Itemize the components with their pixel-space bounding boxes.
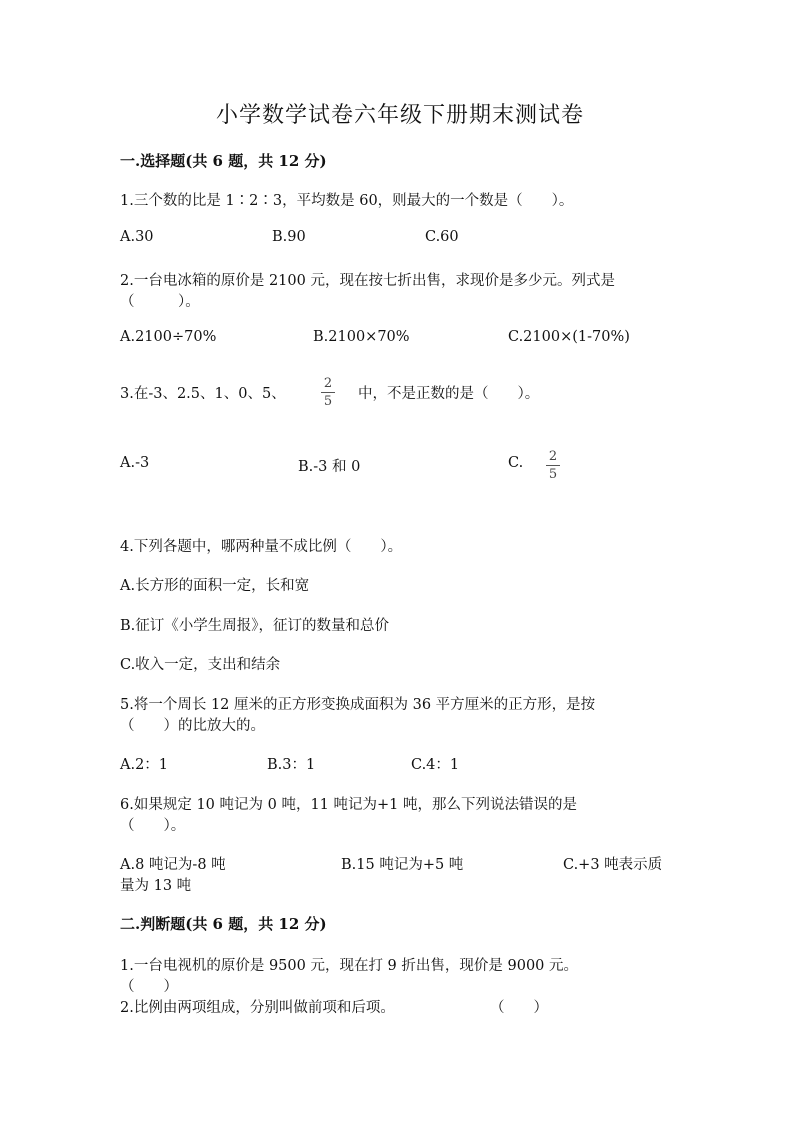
question-1-option-c: C.60 xyxy=(425,229,459,245)
question-3-option-b: B.-3 和 0 xyxy=(298,459,361,475)
judge-question-2-stem: 2.比例由两项组成，分别叫做前项和后项。 xyxy=(120,1000,395,1016)
question-4-option-b: B.征订《小学生周报》，征订的数量和总价 xyxy=(120,618,390,634)
judge-question-2-answer-paren: （ ） xyxy=(490,1000,548,1016)
question-3-option-c: C. xyxy=(508,455,524,471)
question-6-option-c-line1: C.+3 吨表示质 xyxy=(563,857,663,873)
question-2-option-b: B.2100×70% xyxy=(313,329,410,345)
section-judge-heading: 二.判断题(共 6 题，共 12 分) xyxy=(120,915,327,933)
judge-question-1-stem: 1.一台电视机的原价是 9500 元，现在打 9 折出售，现价是 9000 元。 xyxy=(120,958,579,974)
question-5-option-a: A.2：1 xyxy=(120,757,169,773)
fraction-bar xyxy=(321,392,335,393)
fraction-bar xyxy=(546,465,560,466)
question-3-option-a: A.-3 xyxy=(120,455,150,471)
question-2-option-c: C.2100×(1-70%) xyxy=(508,329,630,345)
question-4-option-c: C.收入一定，支出和结余 xyxy=(120,657,281,673)
fraction-denominator: 5 xyxy=(548,467,558,482)
fraction-denominator: 5 xyxy=(323,394,333,409)
section-choice-heading: 一.选择题(共 6 题，共 12 分) xyxy=(120,152,327,170)
question-2-stem-line2: （ ）。 xyxy=(120,294,200,310)
question-1-option-b: B.90 xyxy=(272,229,306,245)
page-title: 小学数学试卷六年级下册期末测试卷 xyxy=(215,103,584,128)
question-3-fraction xyxy=(321,376,335,409)
question-6-option-b: B.15 吨记为+5 吨 xyxy=(341,857,464,873)
question-1-option-a: A.30 xyxy=(120,229,154,245)
question-4-option-a: A.长方形的面积一定，长和宽 xyxy=(120,578,310,594)
judge-question-1-answer-paren: （ ） xyxy=(120,979,178,995)
question-5-option-c: C.4：1 xyxy=(411,757,460,773)
question-6-option-c-line2: 量为 13 吨 xyxy=(120,878,192,894)
question-6-stem-line2: （ ）。 xyxy=(120,818,186,834)
question-3-stem-post: 中，不是正数的是（ ）。 xyxy=(358,386,540,402)
question-3-option-c-fraction xyxy=(546,449,560,482)
fraction-numerator: 2 xyxy=(323,376,333,391)
question-6-stem-line1: 6.如果规定 10 吨记为 0 吨，11 吨记为+1 吨，那么下列说法错误的是 xyxy=(120,797,577,813)
question-2-option-a: A.2100÷70% xyxy=(120,329,217,345)
question-2-stem-line1: 2.一台电冰箱的原价是 2100 元，现在按七折出售，求现价是多少元。列式是 xyxy=(120,273,615,289)
question-1-stem: 1.三个数的比是 1∶2∶3，平均数是 60，则最大的一个数是（ ）。 xyxy=(120,193,574,209)
question-5-option-b: B.3：1 xyxy=(267,757,316,773)
question-5-stem-line1: 5.将一个周长 12 厘米的正方形变换成面积为 36 平方厘米的正方形，是按 xyxy=(120,697,596,713)
question-3-stem-pre: 3.在-3、2.5、1、0、5、 xyxy=(120,386,286,402)
question-5-stem-line2: （ ）的比放大的。 xyxy=(120,718,265,734)
fraction-numerator: 2 xyxy=(548,449,558,464)
question-6-option-a: A.8 吨记为-8 吨 xyxy=(120,857,226,873)
question-4-stem: 4.下列各题中，哪两种量不成比例（ ）。 xyxy=(120,539,403,555)
